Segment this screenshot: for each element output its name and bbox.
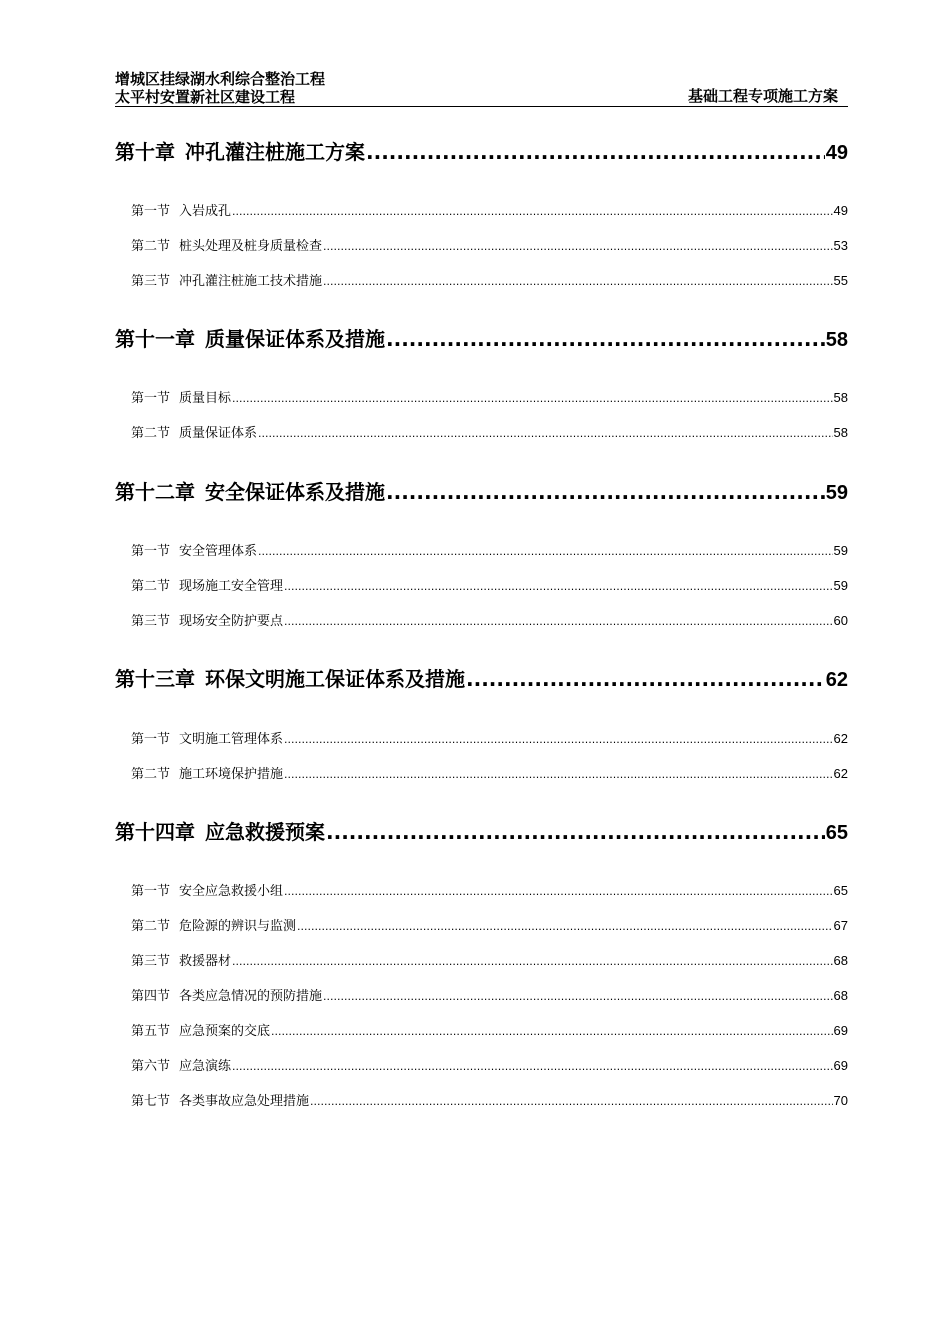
toc-entry-label: 第十章 [115,140,175,164]
toc-entry-title: 质量保证体系及措施 [205,327,385,351]
toc-entry-title: 安全保证体系及措施 [205,480,385,504]
dot-leader [366,140,825,164]
dot-leader [386,480,825,504]
header-project-line-2: 太平村安置新社区建设工程 [115,88,296,106]
toc-entry-title: 桩头处理及桩身质量检查 [179,239,323,254]
toc-chapter-entry[interactable] [115,323,848,352]
dot-leader [284,733,833,746]
toc-entry-label: 第一节 [131,544,171,559]
dot-leader [258,545,833,558]
toc-entry-title: 应急演练 [179,1059,232,1074]
toc-entry-label: 第一节 [131,884,171,899]
toc-entry-title: 质量保证体系 [179,426,258,441]
toc-chapter-entry[interactable] [115,476,848,505]
toc-page-number: 62 [833,766,848,781]
dot-leader [232,1060,833,1073]
toc-section-entry[interactable] [115,763,848,782]
dot-leader [323,990,833,1003]
dot-leader [284,885,833,898]
dot-leader [232,205,833,218]
toc-page-number: 65 [833,883,848,898]
toc-section-entry[interactable] [115,387,848,406]
toc-entry-label: 第四节 [131,989,171,1004]
toc-section-entry[interactable] [115,728,848,747]
toc-chapter-entry[interactable] [115,136,848,165]
toc-page-number: 69 [833,1023,848,1038]
toc-page-number: 62 [825,669,848,691]
toc-section-entry[interactable] [115,270,848,289]
toc-section-entry[interactable] [115,235,848,254]
dot-leader [284,580,833,593]
toc-page-number: 53 [833,238,848,253]
toc-section-entry[interactable] [115,880,848,899]
toc-page-number: 70 [833,1093,848,1108]
toc-section-entry[interactable] [115,1090,848,1109]
toc-section-entry[interactable] [115,915,848,934]
header-document-title: 基础工程专项施工方案 [687,87,838,105]
dot-leader [284,768,833,781]
toc-page-number: 62 [833,731,848,746]
toc-page-number: 55 [833,273,848,288]
toc-entry-title: 冲孔灌注桩施工技术措施 [179,274,323,289]
toc-entry-label: 第六节 [131,1059,171,1074]
toc-entry-label: 第二节 [131,767,171,782]
toc-entry-title: 文明施工管理体系 [179,732,284,747]
dot-leader [326,820,825,844]
toc-section-entry[interactable] [115,1020,848,1039]
dot-leader [323,275,833,288]
toc-page-number: 59 [833,578,848,593]
toc-entry-label: 第一节 [131,732,171,747]
toc-page-number: 49 [833,203,848,218]
toc-chapter-entry[interactable] [115,663,848,692]
page-header [115,70,848,107]
toc-section-entry[interactable] [115,575,848,594]
toc-page-number: 68 [833,953,848,968]
dot-leader [323,240,833,253]
dot-leader [386,327,825,351]
toc-entry-title: 救援器材 [179,954,232,969]
toc-section-entry[interactable] [115,422,848,441]
toc-page-number: 69 [833,1058,848,1073]
dot-leader [258,427,833,440]
toc-entry-title: 安全应急救援小组 [179,884,284,899]
dot-leader [284,615,833,628]
toc-section-entry[interactable] [115,985,848,1004]
toc-entry-label: 第一节 [131,204,171,219]
toc-section-entry[interactable] [115,540,848,559]
toc-entry-title: 各类事故应急处理措施 [179,1094,310,1109]
toc-entry-label: 第二节 [131,579,171,594]
toc-entry-label: 第三节 [131,274,171,289]
toc-entry-title: 环保文明施工保证体系及措施 [205,667,465,691]
toc-entry-title: 冲孔灌注桩施工方案 [185,140,365,164]
toc-entry-title: 施工环境保护措施 [179,767,284,782]
toc-entry-label: 第三节 [131,954,171,969]
toc-entry-title: 应急救援预案 [205,820,325,844]
toc-page-number: 59 [825,482,848,504]
toc-section-entry[interactable] [115,610,848,629]
toc-entry-label: 第一节 [131,391,171,406]
toc-page-number: 65 [825,822,848,844]
toc-entry-title: 应急预案的交底 [179,1024,271,1039]
toc-page-number: 58 [825,329,848,351]
toc-chapter-entry[interactable] [115,816,848,845]
dot-leader [271,1025,833,1038]
toc-page-number: 60 [833,613,848,628]
toc-entry-label: 第十三章 [115,667,195,691]
toc-entry-title: 现场安全防护要点 [179,614,284,629]
toc-entry-title: 质量目标 [179,391,232,406]
toc-page-number: 58 [833,425,848,440]
dot-leader [297,920,833,933]
toc-section-entry[interactable] [115,950,848,969]
toc-section-entry[interactable] [115,1055,848,1074]
dot-leader [232,392,833,405]
toc-entry-label: 第二节 [131,239,171,254]
toc-entry-label: 第十二章 [115,480,195,504]
toc-entry-title: 各类应急情况的预防措施 [179,989,323,1004]
toc-page-number: 67 [833,918,848,933]
toc-entry-label: 第十一章 [115,327,195,351]
toc-entry-label: 第二节 [131,919,171,934]
toc-entry-label: 第七节 [131,1094,171,1109]
header-project-line-1: 增城区挂绿湖水利综合整治工程 [115,70,326,88]
toc-entry-label: 第二节 [131,426,171,441]
toc-entry-title: 入岩成孔 [179,204,232,219]
toc-entry-label: 第三节 [131,614,171,629]
dot-leader [466,667,825,691]
toc-entry-title: 安全管理体系 [179,544,258,559]
toc-section-entry[interactable] [115,200,848,219]
toc-page-number: 59 [833,543,848,558]
toc-page-number: 58 [833,390,848,405]
toc-entry-label: 第十四章 [115,820,195,844]
toc-entry-label: 第五节 [131,1024,171,1039]
toc-entry-title: 危险源的辨识与监测 [179,919,297,934]
toc-page-number: 49 [825,142,848,164]
toc-page-number: 68 [833,988,848,1003]
toc-entry-title: 现场施工安全管理 [179,579,284,594]
dot-leader [232,955,833,968]
dot-leader [310,1095,833,1108]
